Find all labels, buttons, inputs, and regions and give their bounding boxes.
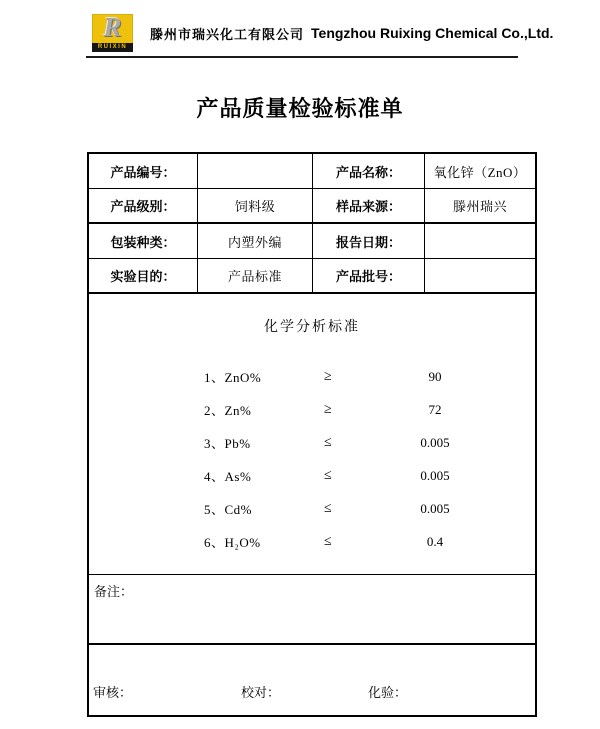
analysis-item-operator: ≤: [324, 434, 332, 450]
analysis-item-label: 5、Cd%: [204, 502, 253, 517]
company-name-cn: 滕州市瑞兴化工有限公司: [150, 26, 305, 42]
analysis-item-zno: [89, 360, 535, 393]
logo-r-icon: R: [103, 12, 122, 42]
company-header: [92, 12, 553, 54]
info-label-product-grade: 产品级别：: [89, 189, 198, 224]
analysis-item-pb: [89, 426, 535, 459]
analysis-heading: 化学分析标准: [264, 320, 360, 335]
info-label-packaging-type: 包装种类：: [89, 224, 198, 259]
info-value-product-no: [198, 154, 313, 189]
analysis-item-as: [89, 459, 535, 492]
ruixin-logo: [92, 14, 133, 52]
signoff-review-label: 审核：: [93, 684, 133, 700]
logo-brand-text: RUIXIN: [92, 43, 133, 52]
analysis-item-value: 90: [428, 368, 442, 384]
info-value-packaging-type: 内塑外编: [198, 224, 313, 259]
remarks-section: [89, 575, 535, 645]
analysis-item-label: 3、Pb%: [204, 436, 251, 451]
company-name-en: Tengzhou Ruixing Chemical Co.,Ltd.: [311, 25, 554, 41]
info-label-report-date: 报告日期：: [313, 224, 425, 259]
analysis-item-value: 0.005: [420, 467, 450, 483]
inspection-form-table: [87, 152, 537, 717]
signoff-section: [89, 645, 535, 729]
info-value-test-purpose: 产品标准: [198, 259, 313, 294]
info-value-product-name: 氧化锌（ZnO）: [425, 154, 535, 189]
analysis-item-operator: ≤: [324, 500, 332, 516]
info-label-product-no: 产品编号：: [89, 154, 198, 189]
analysis-item-value: 0.4: [426, 533, 444, 549]
info-value-sample-source: 滕州瑞兴: [425, 189, 535, 224]
header-divider: [86, 56, 518, 58]
analysis-section: [89, 316, 535, 575]
analysis-item-value: 0.005: [420, 500, 450, 516]
analysis-item-label: 6、H₂O%: [204, 535, 261, 550]
info-value-batch-no: [425, 259, 535, 294]
info-label-product-name: 产品名称：: [313, 154, 425, 189]
analysis-item-cd: [89, 492, 535, 525]
analysis-item-operator: ≥: [324, 401, 332, 417]
analysis-item-label: 1、ZnO%: [204, 370, 262, 385]
analysis-item-zn: [89, 393, 535, 426]
info-grid: [89, 154, 535, 294]
analysis-item-label: 2、Zn%: [204, 403, 252, 418]
info-label-batch-no: 产品批号：: [313, 259, 425, 294]
analysis-items: [89, 360, 535, 558]
info-label-sample-source: 样品来源：: [313, 189, 425, 224]
signoff-proofread-label: 校对：: [241, 684, 281, 700]
analysis-item-label: 4、As%: [204, 469, 252, 484]
remarks-label: 备注：: [94, 584, 134, 599]
analysis-item-value: 72: [428, 401, 442, 417]
analysis-item-operator: ≥: [324, 368, 332, 384]
analysis-item-value: 0.005: [420, 434, 450, 450]
info-value-report-date: [425, 224, 535, 259]
info-value-product-grade: 饲料级: [198, 189, 313, 224]
signoff-assay-label: 化验：: [368, 684, 408, 700]
analysis-item-h2o: [89, 525, 535, 558]
page-title: 产品质量检验标准单: [196, 96, 404, 121]
analysis-item-operator: ≤: [324, 533, 332, 549]
info-label-test-purpose: 实验目的：: [89, 259, 198, 294]
analysis-item-operator: ≤: [324, 467, 332, 483]
